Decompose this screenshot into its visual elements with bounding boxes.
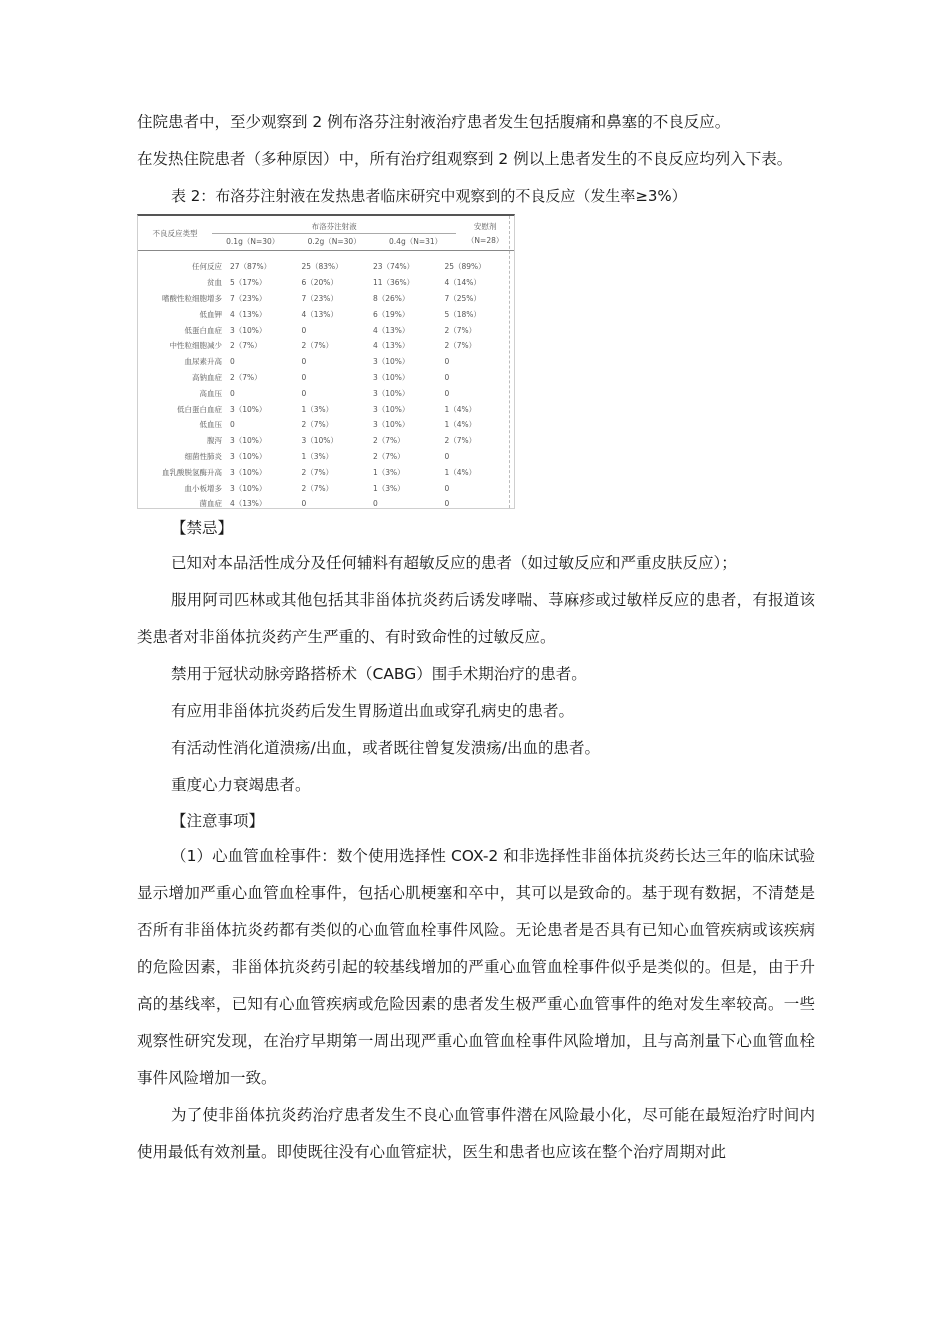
row-label: 中性粒细胞减少 [169,341,222,351]
table-row [138,338,514,354]
cell-value: 2（7%） [444,341,477,351]
contraindication-item: 已知对本品活性成分及任何辅料有超敏反应的患者（如过敏反应和严重皮肤反应）； [171,554,737,572]
placebo-header: 安慰剂 [473,221,497,231]
sub-header: 0.2g（N=30） [307,236,361,246]
cell-value: 7（23%） [229,293,267,303]
row-label: 菌血症 [199,499,222,509]
precaution-item: （1）心血管血栓事件：数个使用选择性 COX-2 和非选择性非甾体抗炎药长达三年的临床试验显示增加严重心血管血栓事件，包括心肌梗塞和卒中，其可以是致命的。基于现有数据，不清楚是否所有非甾体抗炎药都有类似的心血管血栓事件风险。无论患者是否具有已知心血管疾病或该疾病的危险因素，非甾体抗炎药引起的较基线增加的严重心血管血栓事件似乎是类似的。但是，由于升高的基线率，已知有心血管疾病或危险因素的患者发生极严重心血管事件的绝对发生率较高。一些观察性研究发现，在治疗早期第一周出现严重心血管血栓事件风险增加，且与高剂量下心血管血栓事件风险增加一致。 [137,847,815,1087]
cell-value: 0 [444,388,450,398]
cell-value: 1（4%） [444,420,477,430]
cell-value: 6（20%） [301,278,338,288]
contraindication-item: 禁用于冠状动脉旁路搭桥术（CABG）围手术期治疗的患者。 [171,665,587,683]
cell-value: 4（13%） [372,325,410,335]
cell-value: 1（4%） [444,467,477,477]
table-row [138,401,514,417]
cell-value: 7（25%） [444,293,481,303]
cell-value: 1（4%） [444,404,477,414]
cell-value: 0 [229,388,235,398]
cell-value: 4（13%） [229,499,267,509]
cell-value: 0 [444,357,450,367]
contraindication-item: 重度心力衰竭患者。 [171,776,311,794]
cell-value: 2（7%） [301,467,334,477]
cell-value: 1（3%） [372,467,405,477]
group-header: 布洛芬注射液 [212,219,456,234]
table-row [138,259,514,275]
cell-value: 2（7%） [229,341,262,351]
cell-value: 3（10%） [229,404,267,414]
table-row [138,354,514,370]
cell-value: 0 [372,499,378,509]
cell-value: 0 [444,499,450,509]
cell-value: 7（23%） [301,293,338,303]
contraindication-item: 服用阿司匹林或其他包括其非甾体抗炎药后诱发哮喘、荨麻疹或过敏样反应的患者，有报道该类患者对非甾体抗炎药产生严重的、有时致命性的过敏反应。 [137,591,815,646]
precautions-heading: 【注意事项】 [171,812,265,830]
cell-value: 3（10%） [372,404,410,414]
table-row [138,417,514,433]
cell-value: 0 [444,372,450,382]
cell-value: 0 [301,388,307,398]
table-body [138,251,514,512]
cell-value: 2（7%） [444,436,477,446]
cell-value: 23（74%） [372,262,415,272]
row-label: 细菌性肺炎 [184,451,222,461]
cell-value: 5（17%） [229,278,267,288]
row-label: 低蛋白血症 [184,325,222,335]
cell-value: 0 [444,451,450,461]
cell-value: 2（7%） [444,325,477,335]
row-label: 低血钾 [199,309,222,319]
table-row [138,322,514,338]
table-row [138,306,514,322]
table-header [138,216,514,251]
cell-value: 3（10%） [372,388,410,398]
row-label: 血乳酸脱氢酶升高 [161,467,222,477]
paragraph: 住院患者中，至少观察到 2 例布洛芬注射液治疗患者发生包括腹痛和鼻塞的不良反应。 [137,113,731,131]
cell-value: 25（89%） [444,262,486,272]
cell-value: 3（10%） [372,357,410,367]
cell-value: 6（19%） [372,309,410,319]
cell-value: 11（36%） [372,278,415,288]
cell-value: 1（3%） [372,483,405,493]
table-row [138,464,514,480]
cell-value: 0 [301,372,307,382]
sub-header: 0.4g（N=31） [389,236,443,246]
paragraph: 在发热住院患者（多种原因）中，所有治疗组观察到 2 例以上患者发生的不良反应均列入下表。 [137,150,793,168]
row-label: 腹泻 [206,436,222,446]
contraindications-heading: 【禁忌】 [171,519,234,537]
cell-value: 2（7%） [301,341,334,351]
table-row [138,480,514,496]
cell-value: 5（18%） [444,309,481,319]
cell-value: 25（83%） [301,262,343,272]
cell-value: 2（7%） [372,436,405,446]
row-label: 低血压 [199,420,222,430]
cell-value: 1（3%） [301,404,334,414]
row-label: 高钠血症 [191,372,222,382]
cell-value: 0 [301,499,307,509]
row-label: 高血压 [199,388,222,398]
adverse-reactions-table [137,214,515,509]
table-caption: 表 2：布洛芬注射液在发热患者临床研究中观察到的不良反应（发生率≥3%） [171,187,687,205]
cell-value: 3（10%） [372,372,410,382]
precaution-item: 为了使非甾体抗炎药治疗患者发生不良心血管事件潜在风险最小化，尽可能在最短治疗时间内使用最低有效剂量。即使既往没有心血管症状，医生和患者也应该在整个治疗周期对此 [137,1106,815,1161]
table-edge-line [509,216,510,508]
cell-value: 2（7%） [301,420,334,430]
contraindication-item: 有应用非甾体抗炎药后发生胃肠道出血或穿孔病史的患者。 [171,702,575,720]
row-label: 血尿素升高 [184,357,222,367]
document-body [137,104,815,1171]
row-label: 低白蛋白血症 [176,404,222,414]
cell-value: 2（7%） [372,451,405,461]
cell-value: 4（14%） [444,278,481,288]
table-row [138,433,514,449]
cell-value: 0 [229,420,235,430]
cell-value: 3（10%） [229,451,267,461]
cell-value: 27（87%） [229,262,272,272]
table-row [138,275,514,291]
cell-value: 1（3%） [301,451,334,461]
row-label: 任何反应 [191,262,222,272]
table-row [138,496,514,512]
cell-value: 0 [444,483,450,493]
table-row [138,291,514,307]
cell-value: 4（13%） [301,309,338,319]
row-header: 不良反应类型 [152,229,198,238]
row-label: 贫血 [206,278,222,288]
sub-header: 0.1g（N=30） [226,236,280,246]
cell-value: 2（7%） [229,372,262,382]
cell-value: 2（7%） [301,483,334,493]
contraindication-item: 有活动性消化道溃疡/出血，或者既往曾复发溃疡/出血的患者。 [171,739,600,757]
cell-value: 3（10%） [301,436,338,446]
cell-value: 0 [301,357,307,367]
cell-value: 3（10%） [229,467,267,477]
cell-value: 8（26%） [372,293,410,303]
cell-value: 3（10%） [229,325,267,335]
cell-value: 3（10%） [372,420,410,430]
cell-value: 4（13%） [229,309,267,319]
sub-header: （N=28） [466,236,504,246]
cell-value: 0 [301,325,307,335]
cell-value: 3（10%） [229,483,267,493]
table-row [138,449,514,465]
cell-value: 4（13%） [372,341,410,351]
table-row [138,370,514,386]
cell-value: 0 [229,357,235,367]
row-label: 血小板增多 [184,483,222,493]
row-label: 嗜酸性粒细胞增多 [161,293,222,303]
table-row [138,385,514,401]
cell-value: 3（10%） [229,436,267,446]
